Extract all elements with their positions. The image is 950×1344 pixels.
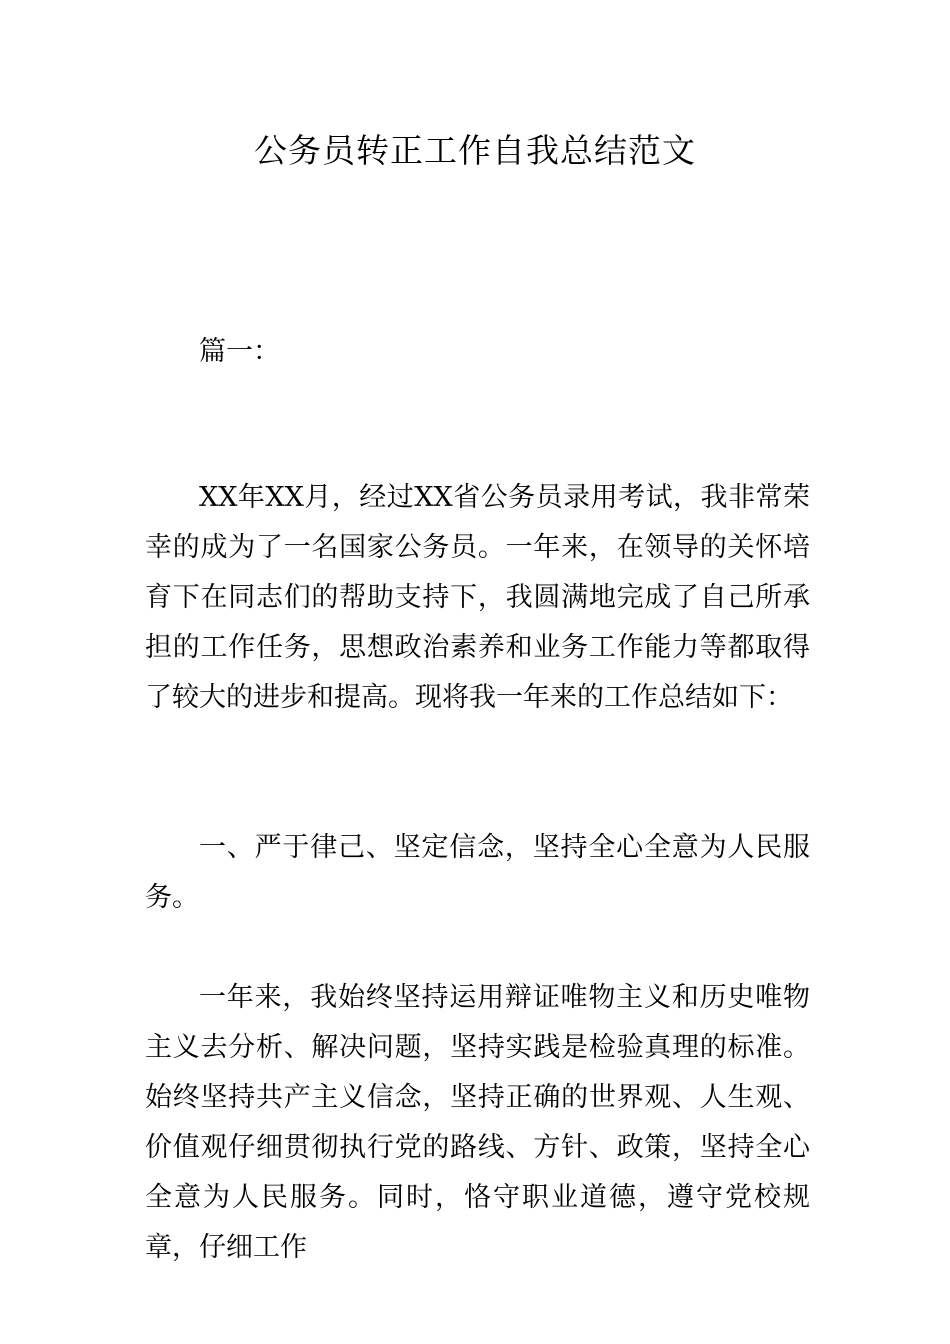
section-label: 篇一： — [199, 336, 280, 367]
document-title: 公务员转正工作自我总结范文 — [254, 131, 696, 170]
section-heading: 一、严于律己、坚定信念，坚持全心全意为人民服务。 — [145, 832, 810, 913]
intro-paragraph: XX年XX月，经过XX省公务员录用考试，我非常荣幸的成为了一名国家公务员。一年来，在领导的关怀培育下在同志们的帮助支持下，我圆满地完成了自己所承担的工作任务，思想政治素养和业务工作能力等都取得了较大的进步和提高。现将我一年来的工作总结如下： — [145, 482, 810, 713]
body-paragraph: 一年来，我始终坚持运用辩证唯物主义和历史唯物主义去分析、解决问题，坚持实践是检验真理的标准。始终坚持共产主义信念，坚持正确的世界观、人生观、价值观仔细贯彻执行党的路线、方针、政策，坚持全心全意为人民服务。同时，恪守职业道德，遵守党校规章，仔细工作 — [145, 982, 810, 1263]
